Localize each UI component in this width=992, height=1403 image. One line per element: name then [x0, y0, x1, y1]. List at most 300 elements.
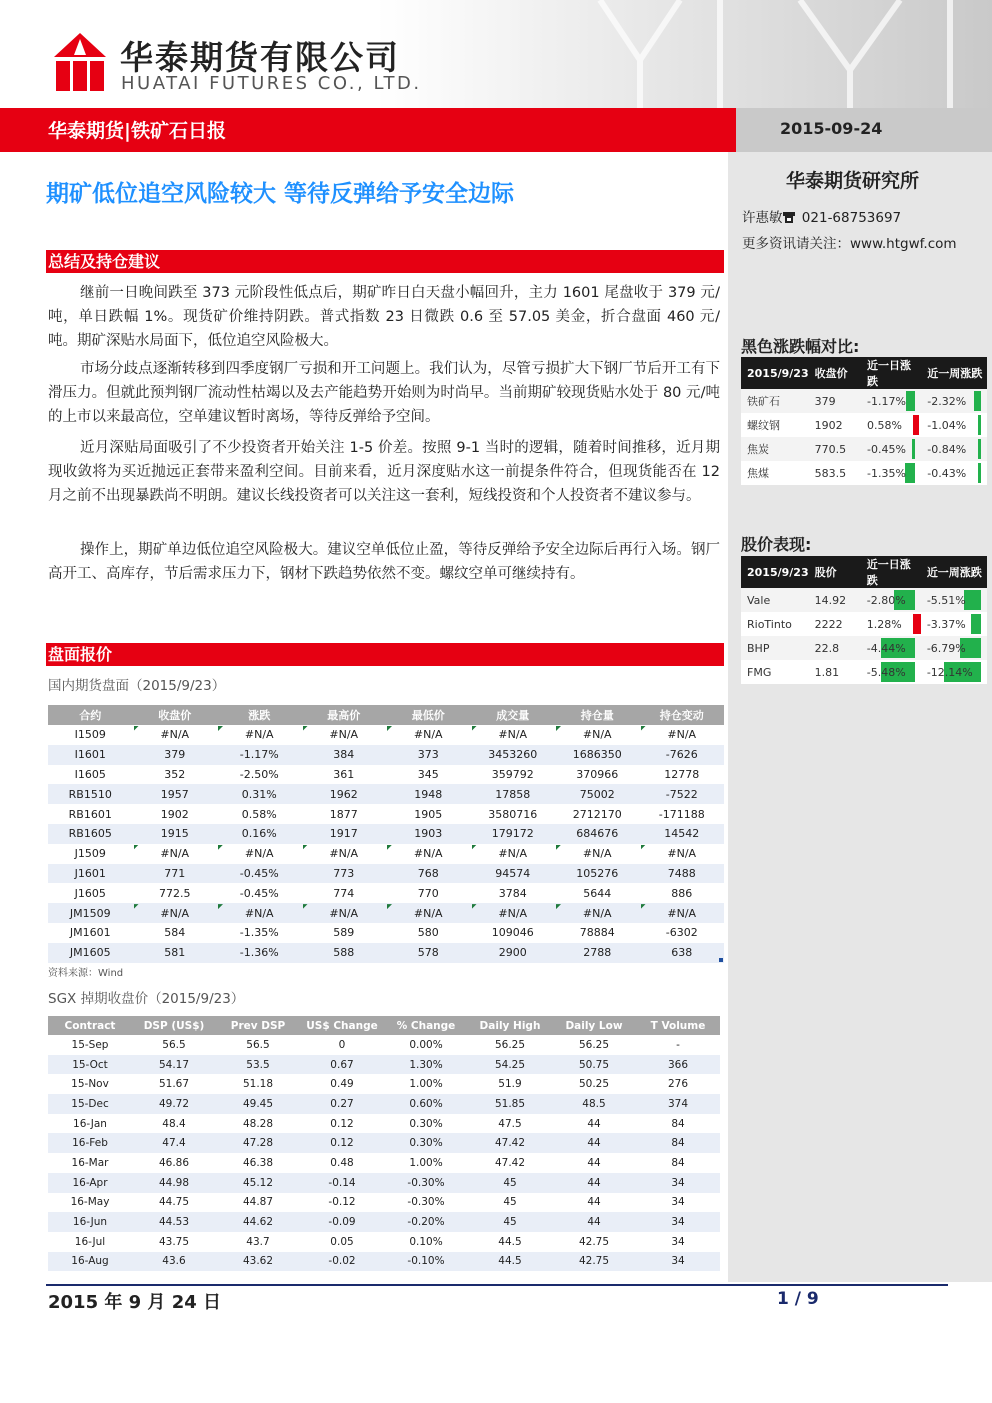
- error-flag-icon: [303, 726, 308, 731]
- table-cell: -0.30%: [384, 1193, 468, 1213]
- table-cell: 589: [302, 923, 387, 943]
- table-cell: 48.28: [216, 1114, 300, 1134]
- table-row: [741, 413, 987, 437]
- table-cell: -6302: [640, 923, 725, 943]
- row-label: FMG: [741, 660, 809, 684]
- error-flag-icon: [472, 904, 477, 909]
- data-source: 资料来源：Wind: [48, 968, 124, 979]
- table-cell: 51.85: [468, 1094, 552, 1114]
- table-row: [48, 824, 724, 844]
- table-row: [48, 765, 724, 785]
- quotes-section-heading: 盘面报价: [46, 643, 724, 666]
- contract-cell: RB1605: [48, 824, 133, 844]
- table-cell: 370966: [555, 765, 640, 785]
- column-header: 股价: [809, 556, 861, 588]
- table-cell: #N/A: [133, 844, 218, 864]
- table-row: [48, 1055, 720, 1075]
- error-flag-icon: [472, 845, 477, 850]
- column-header: 持仓量: [555, 705, 640, 725]
- table-row: [48, 1094, 720, 1114]
- black-comparison-heading: 黑色涨跌幅对比:: [741, 337, 860, 356]
- day-change-bar: [906, 391, 915, 411]
- contract-cell: JM1601: [48, 923, 133, 943]
- error-flag-icon: [387, 904, 392, 909]
- contract-cell: 16-Aug: [48, 1252, 132, 1272]
- table-cell: 56.5: [132, 1035, 216, 1055]
- table-cell: 3580716: [471, 804, 556, 824]
- row-label: 铁矿石: [741, 389, 809, 413]
- institute-name: 华泰期货研究所: [786, 170, 920, 192]
- table-cell: 1.00%: [384, 1153, 468, 1173]
- table-row: [48, 864, 724, 884]
- table-header-row: [741, 357, 987, 389]
- table-cell: 54.17: [132, 1055, 216, 1075]
- table-cell: 0.60%: [384, 1094, 468, 1114]
- analyst-phone: 021-68753697: [801, 210, 902, 226]
- domestic-table-body: [48, 725, 724, 963]
- contract-cell: 15-Sep: [48, 1035, 132, 1055]
- column-header: Daily High: [468, 1016, 552, 1035]
- column-header: % Change: [384, 1016, 468, 1035]
- week-change-bar: [978, 439, 981, 459]
- table-cell: 43.75: [132, 1232, 216, 1252]
- table-row: [741, 612, 987, 636]
- table-cell: 0.30%: [384, 1114, 468, 1134]
- table-header-row: [741, 556, 987, 588]
- table-cell: 51.9: [468, 1074, 552, 1094]
- table-cell: 179172: [471, 824, 556, 844]
- table-header-row: [48, 705, 724, 725]
- table-cell: 34: [636, 1252, 720, 1272]
- table-cell: 684676: [555, 824, 640, 844]
- stock-table-body: [741, 588, 987, 684]
- close-value: 379: [809, 389, 861, 413]
- week-change-bar: [964, 590, 980, 610]
- column-header: 最低价: [386, 705, 471, 725]
- close-value: 1902: [809, 413, 861, 437]
- table-cell: 48.5: [552, 1094, 636, 1114]
- row-label: RioTinto: [741, 612, 809, 636]
- table-cell: 581: [133, 943, 218, 963]
- error-flag-icon: [303, 845, 308, 850]
- day-change-cell: [861, 588, 921, 612]
- table-cell: 84: [636, 1133, 720, 1153]
- table-cell: #N/A: [302, 844, 387, 864]
- table-cell: 1917: [302, 824, 387, 844]
- contract-cell: 16-Apr: [48, 1173, 132, 1193]
- table-cell: 374: [636, 1094, 720, 1114]
- contract-cell: RB1601: [48, 804, 133, 824]
- sgx-table-caption: SGX 掉期收盘价（2015/9/23）: [48, 991, 245, 1007]
- day-change-value: 0.58%: [866, 418, 902, 432]
- column-header: 涨跌: [217, 705, 302, 725]
- table-cell: -0.09: [300, 1212, 384, 1232]
- table-cell: 1915: [133, 824, 218, 844]
- table-cell: 43.6: [132, 1252, 216, 1272]
- table-cell: #N/A: [217, 844, 302, 864]
- table-cell: 1.30%: [384, 1055, 468, 1075]
- contract-cell: J1605: [48, 883, 133, 903]
- table-cell: 34: [636, 1173, 720, 1193]
- table-cell: #N/A: [386, 903, 471, 923]
- table-row: [48, 1153, 720, 1173]
- table-cell: 47.42: [468, 1133, 552, 1153]
- table-cell: -0.12: [300, 1193, 384, 1213]
- table-cell: 0.27: [300, 1094, 384, 1114]
- table-row: [48, 1212, 720, 1232]
- week-change-cell: [921, 437, 987, 461]
- contract-cell: JM1509: [48, 903, 133, 923]
- week-change-bar: [971, 614, 981, 634]
- summary-paragraph: 操作上，期矿单边低位追空风险极大。建议空单低位止盈，等待反弹给予安全边际后再行入场。钢厂高开工、高库存，节后需求压力下，钢材下跌趋势依然不变。螺纹空单可继续持有。: [48, 542, 720, 582]
- table-cell: #N/A: [133, 725, 218, 745]
- stock-performance-heading: 股价表现:: [741, 535, 812, 554]
- table-cell: 0.31%: [217, 784, 302, 804]
- table-cell: 359792: [471, 765, 556, 785]
- table-cell: 584: [133, 923, 218, 943]
- table-row: [741, 389, 987, 413]
- page-header: [0, 0, 992, 108]
- sgx-swap-table: [48, 1016, 720, 1271]
- week-change-value: -3.37%: [926, 617, 966, 631]
- table-cell: -0.45%: [217, 864, 302, 884]
- table-cell: 44: [552, 1153, 636, 1173]
- week-change-cell: [921, 660, 987, 684]
- summary-paragraph: 市场分歧点逐渐转移到四季度钢厂亏损和开工问题上。我们认为，尽管亏损扩大下钢厂节后开工有下滑压力。但就此预判钢厂流动性枯竭以及去产能趋势开始则为时尚早。当前期矿较现货贴水处于 80 元/吨的上市以来最高位，空单建议暂时离场，等待反弹给予空间。: [48, 361, 720, 425]
- table-row: [741, 636, 987, 660]
- table-cell: 3784: [471, 883, 556, 903]
- table-cell: 84: [636, 1153, 720, 1173]
- brand-name-en: HUATAI FUTURES CO., LTD.: [121, 73, 422, 94]
- table-cell: 0.48: [300, 1153, 384, 1173]
- contract-cell: 16-Jun: [48, 1212, 132, 1232]
- error-flag-icon: [472, 726, 477, 731]
- stock-performance-table: [741, 556, 987, 684]
- table-cell: 638: [640, 943, 725, 963]
- table-row: [741, 588, 987, 612]
- contract-cell: I1601: [48, 745, 133, 765]
- day-change-value: -0.45%: [866, 442, 906, 456]
- week-change-value: -1.04%: [927, 418, 967, 432]
- day-change-bar: [912, 439, 915, 459]
- error-flag-icon: [387, 845, 392, 850]
- table-row: [48, 1173, 720, 1193]
- contract-cell: 16-Jul: [48, 1232, 132, 1252]
- table-cell: 51.18: [216, 1074, 300, 1094]
- week-change-cell: [921, 413, 987, 437]
- column-header: US$ Change: [300, 1016, 384, 1035]
- column-header: 2015/9/23: [741, 556, 809, 588]
- table-row: [48, 943, 724, 963]
- table-cell: 48.4: [132, 1114, 216, 1134]
- sgx-table-body: [48, 1035, 720, 1271]
- close-value: 583.5: [809, 461, 861, 485]
- table-cell: 1686350: [555, 745, 640, 765]
- table-header-row: [48, 1016, 720, 1035]
- domestic-futures-table: [48, 705, 724, 963]
- day-change-bar: [913, 415, 919, 435]
- table-row: [48, 1114, 720, 1134]
- day-change-cell: [861, 413, 921, 437]
- week-change-bar: [974, 391, 981, 411]
- day-change-cell: [861, 389, 921, 413]
- summary-section-heading: 总结及持仓建议: [46, 250, 724, 273]
- error-flag-icon: [556, 726, 561, 731]
- contract-cell: J1509: [48, 844, 133, 864]
- day-change-value: -1.17%: [866, 394, 906, 408]
- table-cell: 75002: [555, 784, 640, 804]
- black-comparison-table: [741, 357, 987, 485]
- table-cell: 44.53: [132, 1212, 216, 1232]
- table-cell: 0.67: [300, 1055, 384, 1075]
- contract-cell: 15-Nov: [48, 1074, 132, 1094]
- row-label: 焦煤: [741, 461, 809, 485]
- column-header: 合约: [48, 705, 133, 725]
- table-cell: 1877: [302, 804, 387, 824]
- table-cell: #N/A: [471, 844, 556, 864]
- phone-icon: [783, 212, 795, 223]
- report-title: 华泰期货|铁矿石日报: [48, 120, 226, 142]
- error-flag-icon: [218, 904, 223, 909]
- table-cell: 0.10%: [384, 1232, 468, 1252]
- table-cell: 1905: [386, 804, 471, 824]
- row-label: BHP: [741, 636, 809, 660]
- table-cell: -7626: [640, 745, 725, 765]
- table-cell: 7488: [640, 864, 725, 884]
- column-header: DSP (US$): [132, 1016, 216, 1035]
- contract-cell: RB1510: [48, 784, 133, 804]
- table-cell: 47.5: [468, 1114, 552, 1134]
- table-cell: 49.72: [132, 1094, 216, 1114]
- week-change-value: -0.43%: [927, 466, 967, 480]
- table-cell: 47.42: [468, 1153, 552, 1173]
- table-row: [48, 745, 724, 765]
- column-header: 近一日涨跌: [861, 556, 921, 588]
- table-cell: 0.12: [300, 1133, 384, 1153]
- week-change-cell: [921, 588, 987, 612]
- table-cell: 94574: [471, 864, 556, 884]
- table-cell: 44.87: [216, 1193, 300, 1213]
- domestic-table-caption: 国内期货盘面（2015/9/23）: [48, 678, 226, 694]
- footer-date: 2015 年 9 月 24 日: [48, 1292, 222, 1313]
- table-cell: -0.45%: [217, 883, 302, 903]
- table-cell: 886: [640, 883, 725, 903]
- error-flag-icon: [556, 904, 561, 909]
- error-flag-icon: [134, 904, 139, 909]
- table-row: [48, 883, 724, 903]
- week-change-value: -5.51%: [926, 593, 966, 607]
- contract-cell: 16-Feb: [48, 1133, 132, 1153]
- week-change-value: -6.79%: [926, 641, 966, 655]
- table-cell: #N/A: [471, 725, 556, 745]
- week-change-value: -2.32%: [927, 394, 967, 408]
- table-cell: 105276: [555, 864, 640, 884]
- table-cell: 44.98: [132, 1173, 216, 1193]
- table-cell: 42.75: [552, 1252, 636, 1272]
- table-cell: 109046: [471, 923, 556, 943]
- table-cell: 771: [133, 864, 218, 884]
- table-row: [741, 461, 987, 485]
- close-value: 770.5: [809, 437, 861, 461]
- error-flag-icon: [134, 845, 139, 850]
- table-row: [48, 804, 724, 824]
- table-cell: 46.86: [132, 1153, 216, 1173]
- table-cell: 44.5: [468, 1252, 552, 1272]
- table-cell: -7522: [640, 784, 725, 804]
- table-cell: 43.7: [216, 1232, 300, 1252]
- table-row: [48, 1193, 720, 1213]
- table-cell: 44: [552, 1193, 636, 1213]
- week-change-cell: [921, 612, 987, 636]
- table-row: [48, 923, 724, 943]
- contract-cell: I1605: [48, 765, 133, 785]
- table-cell: #N/A: [640, 903, 725, 923]
- contract-cell: 16-Jan: [48, 1114, 132, 1134]
- table-row: [48, 725, 724, 745]
- table-cell: 772.5: [133, 883, 218, 903]
- huatai-logo-icon: [52, 31, 108, 93]
- table-cell: 44: [552, 1114, 636, 1134]
- table-cell: 1957: [133, 784, 218, 804]
- column-header: Daily Low: [552, 1016, 636, 1035]
- table-cell: 1903: [386, 824, 471, 844]
- column-header: 成交量: [471, 705, 556, 725]
- brand-name-cn: 华泰期货有限公司: [120, 38, 400, 77]
- day-change-cell: [861, 437, 921, 461]
- close-value: 2222: [809, 612, 861, 636]
- table-cell: 0.16%: [217, 824, 302, 844]
- table-cell: -171188: [640, 804, 725, 824]
- table-cell: 34: [636, 1212, 720, 1232]
- column-header: 近一周涨跌: [921, 556, 987, 588]
- contract-cell: 15-Dec: [48, 1094, 132, 1114]
- week-change-bar: [978, 415, 981, 435]
- table-cell: -1.17%: [217, 745, 302, 765]
- analyst-name: 许惠敏: [742, 210, 783, 226]
- table-cell: 276: [636, 1074, 720, 1094]
- contract-cell: 16-May: [48, 1193, 132, 1213]
- close-value: 1.81: [809, 660, 861, 684]
- table-cell: -0.02: [300, 1252, 384, 1272]
- day-change-value: -4.44%: [866, 641, 906, 655]
- week-change-cell: [921, 389, 987, 413]
- table-row: [741, 660, 987, 684]
- table-cell: 14542: [640, 824, 725, 844]
- column-header: 最高价: [302, 705, 387, 725]
- table-cell: 352: [133, 765, 218, 785]
- contract-cell: 16-Mar: [48, 1153, 132, 1173]
- table-cell: 2900: [471, 943, 556, 963]
- table-cell: #N/A: [555, 844, 640, 864]
- column-header: 持仓变动: [640, 705, 725, 725]
- table-cell: 384: [302, 745, 387, 765]
- table-cell: 50.25: [552, 1074, 636, 1094]
- analyst-contact: [742, 206, 901, 226]
- table-row: [48, 844, 724, 864]
- table-cell: 49.45: [216, 1094, 300, 1114]
- table-cell: 44.5: [468, 1232, 552, 1252]
- table-cell: #N/A: [471, 903, 556, 923]
- table-cell: -: [636, 1035, 720, 1055]
- table-cell: 84: [636, 1114, 720, 1134]
- table-cell: #N/A: [217, 903, 302, 923]
- table-cell: 50.75: [552, 1055, 636, 1075]
- table-cell: 0.05: [300, 1232, 384, 1252]
- table-cell: #N/A: [386, 725, 471, 745]
- table-cell: 46.38: [216, 1153, 300, 1173]
- table-cell: 588: [302, 943, 387, 963]
- table-cell: 1962: [302, 784, 387, 804]
- table-cell: 42.75: [552, 1232, 636, 1252]
- table-cell: #N/A: [217, 725, 302, 745]
- row-label: Vale: [741, 588, 809, 612]
- table-cell: 54.25: [468, 1055, 552, 1075]
- table-cell: 0.12: [300, 1114, 384, 1134]
- report-date: 2015-09-24: [780, 119, 883, 138]
- table-row: [48, 1232, 720, 1252]
- table-cell: 56.25: [468, 1035, 552, 1055]
- table-row: [48, 1074, 720, 1094]
- error-flag-icon: [303, 904, 308, 909]
- day-change-value: -2.80%: [866, 593, 906, 607]
- table-cell: 51.67: [132, 1074, 216, 1094]
- table-cell: 1902: [133, 804, 218, 824]
- week-change-cell: [921, 636, 987, 660]
- table-cell: #N/A: [386, 844, 471, 864]
- table-cell: #N/A: [302, 903, 387, 923]
- table-cell: -0.30%: [384, 1173, 468, 1193]
- day-change-value: 1.28%: [866, 617, 902, 631]
- table-row: [48, 784, 724, 804]
- table-cell: 770: [386, 883, 471, 903]
- summary-paragraph: 近月深贴局面吸引了不少投资者开始关注 1-5 价差。按照 9-1 当时的逻辑，随着时间推移，近月期现收敛将为买近抛远正套带来盈利空间。目前来看，近月深度贴水这一前提条件符合，但现货能否在 12 月之前不出现暴跌尚不明朗。建议长线投资者可以关注这一套利，短线投资和个人投资者不建议参与。: [48, 440, 720, 504]
- cell-marker-icon: [719, 958, 723, 962]
- table-cell: 78884: [555, 923, 640, 943]
- table-row: [741, 437, 987, 461]
- sidebar: [728, 152, 992, 1282]
- table-cell: 0.30%: [384, 1133, 468, 1153]
- column-header: Contract: [48, 1016, 132, 1035]
- error-flag-icon: [641, 904, 646, 909]
- table-cell: 373: [386, 745, 471, 765]
- table-cell: 47.28: [216, 1133, 300, 1153]
- table-cell: 53.5: [216, 1055, 300, 1075]
- week-change-cell: [921, 461, 987, 485]
- table-cell: 0.49: [300, 1074, 384, 1094]
- table-cell: #N/A: [555, 903, 640, 923]
- table-cell: #N/A: [640, 844, 725, 864]
- week-change-value: -0.84%: [927, 442, 967, 456]
- row-label: 螺纹钢: [741, 413, 809, 437]
- table-cell: #N/A: [133, 903, 218, 923]
- contract-cell: JM1605: [48, 943, 133, 963]
- day-change-value: -1.35%: [866, 466, 906, 480]
- page-number: 1 / 9: [777, 1289, 819, 1309]
- table-cell: -1.35%: [217, 923, 302, 943]
- table-cell: -1.36%: [217, 943, 302, 963]
- more-info: 更多资讯请关注：www.htgwf.com: [742, 236, 957, 252]
- table-cell: 17858: [471, 784, 556, 804]
- table-cell: -0.14: [300, 1173, 384, 1193]
- table-cell: 345: [386, 765, 471, 785]
- row-label: 焦炭: [741, 437, 809, 461]
- close-value: 14.92: [809, 588, 861, 612]
- table-cell: 3453260: [471, 745, 556, 765]
- table-cell: 379: [133, 745, 218, 765]
- week-change-bar: [978, 463, 981, 483]
- table-cell: 580: [386, 923, 471, 943]
- table-cell: -2.50%: [217, 765, 302, 785]
